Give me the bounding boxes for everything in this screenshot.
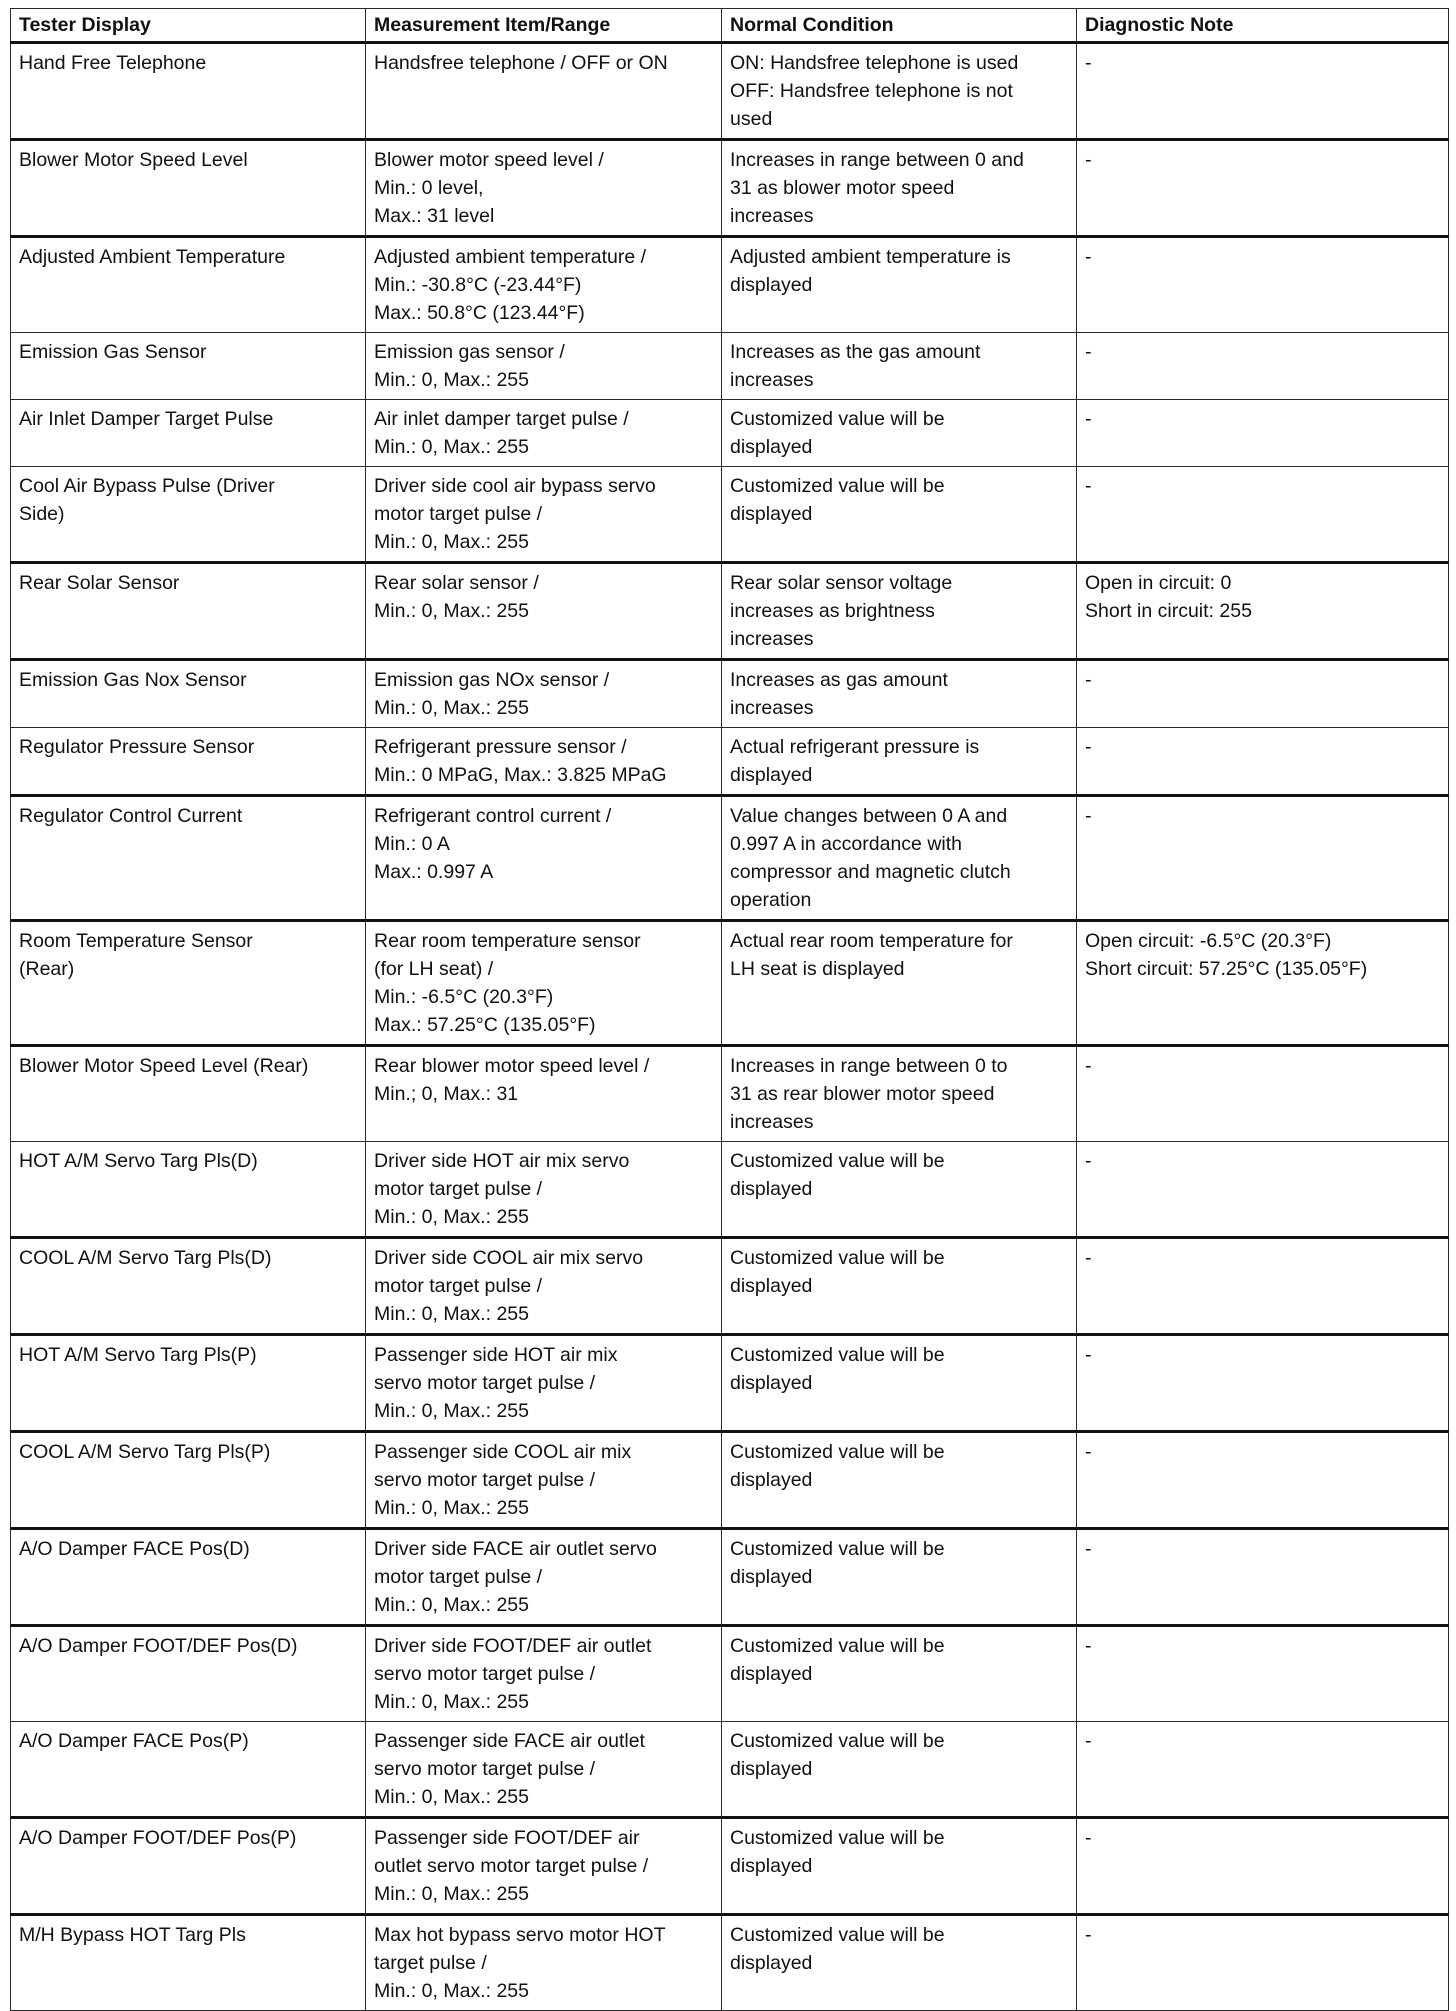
cell-text-line: Emission Gas Nox Sensor bbox=[19, 669, 247, 691]
tester-display-cell bbox=[11, 1722, 366, 1818]
table-header-row bbox=[11, 9, 1449, 43]
cell-text-line: Max.: 50.8°C (123.44°F) bbox=[374, 302, 585, 324]
table-body bbox=[11, 43, 1449, 2011]
cell-text-line: Customized value will be bbox=[730, 1344, 945, 1366]
normal-condition-cell bbox=[722, 796, 1077, 921]
cell-text-line: Handsfree telephone / OFF or ON bbox=[374, 52, 668, 74]
cell-text-line: (for LH seat) / bbox=[374, 958, 494, 980]
cell-text-line: Customized value will be bbox=[730, 1730, 945, 1752]
cell-text-line: servo motor target pulse / bbox=[374, 1663, 596, 1685]
cell-text-line: increases bbox=[730, 205, 814, 227]
cell-text-line: Cool Air Bypass Pulse (Driver bbox=[19, 475, 275, 497]
diagnostic-note-cell bbox=[1077, 1722, 1449, 1818]
cell-text-line: Rear blower motor speed level / bbox=[374, 1055, 650, 1077]
measurement-range-cell bbox=[366, 1818, 722, 1915]
diagnostic-note-cell bbox=[1077, 921, 1449, 1046]
tester-display-cell bbox=[11, 1915, 366, 2011]
cell-text-line: Hand Free Telephone bbox=[19, 52, 207, 74]
tester-display-cell bbox=[11, 921, 366, 1046]
measurement-range-cell bbox=[366, 1626, 722, 1722]
normal-condition-cell bbox=[722, 140, 1077, 237]
tester-display-cell bbox=[11, 1335, 366, 1432]
cell-text-line: Min.: 0, Max.: 255 bbox=[374, 531, 529, 553]
cell-text-line: Min.: 0, Max.: 255 bbox=[374, 1594, 529, 1616]
cell-text-line: Min.: 0, Max.: 255 bbox=[374, 697, 529, 719]
cell-text-line: Open in circuit: 0 bbox=[1085, 572, 1232, 594]
measurement-range-cell bbox=[366, 1335, 722, 1432]
cell-text-line: Customized value will be bbox=[730, 1441, 945, 1463]
tester-display-cell bbox=[11, 796, 366, 921]
normal-condition-cell bbox=[722, 1238, 1077, 1335]
cell-text-line: Min.: 0, Max.: 255 bbox=[374, 1497, 529, 1519]
cell-text-line: LH seat is displayed bbox=[730, 958, 905, 980]
tester-display-cell bbox=[11, 140, 366, 237]
cell-text-line: - bbox=[1085, 1344, 1092, 1366]
diagnostic-note-cell bbox=[1077, 333, 1449, 400]
cell-text-line: Increases in range between 0 and bbox=[730, 149, 1024, 171]
cell-text-line: Adjusted ambient temperature / bbox=[374, 246, 647, 268]
measurement-range-cell bbox=[366, 1142, 722, 1238]
cell-text-line: Refrigerant control current / bbox=[374, 805, 612, 827]
cell-text-line: Actual refrigerant pressure is bbox=[730, 736, 980, 758]
cell-text-line: Emission gas sensor / bbox=[374, 341, 565, 363]
normal-condition-cell bbox=[722, 728, 1077, 796]
column-header-normal-condition: Normal Condition bbox=[722, 9, 1077, 43]
cell-text-line: Emission Gas Sensor bbox=[19, 341, 207, 363]
normal-condition-cell bbox=[722, 660, 1077, 728]
cell-text-line: motor target pulse / bbox=[374, 1566, 542, 1588]
cell-text-line: increases bbox=[730, 1111, 814, 1133]
cell-text-line: Actual rear room temperature for bbox=[730, 930, 1013, 952]
cell-text-line: Blower Motor Speed Level (Rear) bbox=[19, 1055, 309, 1077]
cell-text-line: displayed bbox=[730, 1663, 813, 1685]
measurement-range-cell bbox=[366, 796, 722, 921]
column-header-diagnostic-note: Diagnostic Note bbox=[1077, 9, 1449, 43]
cell-text-line: Min.; 0, Max.: 31 bbox=[374, 1083, 519, 1105]
cell-text-line: Driver side cool air bypass servo bbox=[374, 475, 656, 497]
cell-text-line: COOL A/M Servo Targ Pls(D) bbox=[19, 1247, 272, 1269]
cell-text-line: HOT A/M Servo Targ Pls(D) bbox=[19, 1150, 258, 1172]
table-row bbox=[11, 1915, 1449, 2011]
normal-condition-cell bbox=[722, 921, 1077, 1046]
cell-text-line: Customized value will be bbox=[730, 408, 945, 430]
cell-text-line: Short in circuit: 255 bbox=[1085, 600, 1252, 622]
cell-text-line: increases bbox=[730, 369, 814, 391]
cell-text-line: - bbox=[1085, 1441, 1092, 1463]
cell-text-line: Blower Motor Speed Level bbox=[19, 149, 248, 171]
cell-text-line: Increases as the gas amount bbox=[730, 341, 981, 363]
cell-text-line: - bbox=[1085, 149, 1092, 171]
cell-text-line: Increases in range between 0 to bbox=[730, 1055, 1008, 1077]
cell-text-line: displayed bbox=[730, 1178, 813, 1200]
cell-text-line: - bbox=[1085, 1730, 1092, 1752]
cell-text-line: Customized value will be bbox=[730, 1538, 945, 1560]
table-row bbox=[11, 1335, 1449, 1432]
table-row bbox=[11, 660, 1449, 728]
measurement-range-cell bbox=[366, 660, 722, 728]
cell-text-line: - bbox=[1085, 1635, 1092, 1657]
cell-text-line: Blower motor speed level / bbox=[374, 149, 604, 171]
diagnostic-note-cell bbox=[1077, 140, 1449, 237]
cell-text-line: Driver side HOT air mix servo bbox=[374, 1150, 630, 1172]
table-row bbox=[11, 140, 1449, 237]
cell-text-line: - bbox=[1085, 1827, 1092, 1849]
cell-text-line: servo motor target pulse / bbox=[374, 1372, 596, 1394]
tester-display-cell bbox=[11, 1238, 366, 1335]
cell-text-line: Air Inlet Damper Target Pulse bbox=[19, 408, 274, 430]
cell-text-line: displayed bbox=[730, 764, 813, 786]
measurement-range-cell bbox=[366, 1915, 722, 2011]
measurement-range-cell bbox=[366, 1529, 722, 1626]
cell-text-line: displayed bbox=[730, 1566, 813, 1588]
tester-display-cell bbox=[11, 1142, 366, 1238]
cell-text-line: Max hot bypass servo motor HOT bbox=[374, 1924, 666, 1946]
cell-text-line: Customized value will be bbox=[730, 1150, 945, 1172]
diagnostic-note-cell bbox=[1077, 400, 1449, 467]
cell-text-line: Side) bbox=[19, 503, 65, 525]
cell-text-line: Rear Solar Sensor bbox=[19, 572, 180, 594]
cell-text-line: M/H Bypass HOT Targ Pls bbox=[19, 1924, 246, 1946]
cell-text-line: Emission gas NOx sensor / bbox=[374, 669, 610, 691]
cell-text-line: A/O Damper FOOT/DEF Pos(P) bbox=[19, 1827, 297, 1849]
cell-text-line: increases bbox=[730, 628, 814, 650]
diagnostic-note-cell bbox=[1077, 1529, 1449, 1626]
measurement-range-cell bbox=[366, 333, 722, 400]
data-list-table bbox=[10, 8, 1449, 2011]
cell-text-line: Min.: 0, Max.: 255 bbox=[374, 1206, 529, 1228]
cell-text-line: ON: Handsfree telephone is used bbox=[730, 52, 1019, 74]
cell-text-line: servo motor target pulse / bbox=[374, 1469, 596, 1491]
normal-condition-cell bbox=[722, 1529, 1077, 1626]
measurement-range-cell bbox=[366, 43, 722, 140]
measurement-range-cell bbox=[366, 563, 722, 660]
normal-condition-cell bbox=[722, 1818, 1077, 1915]
cell-text-line: Min.: 0, Max.: 255 bbox=[374, 369, 529, 391]
normal-condition-cell bbox=[722, 400, 1077, 467]
cell-text-line: - bbox=[1085, 408, 1092, 430]
table-row bbox=[11, 467, 1449, 563]
table-row bbox=[11, 1432, 1449, 1529]
cell-text-line: Regulator Pressure Sensor bbox=[19, 736, 255, 758]
tester-display-cell bbox=[11, 467, 366, 563]
cell-text-line: Passenger side COOL air mix bbox=[374, 1441, 632, 1463]
cell-text-line: Driver side FACE air outlet servo bbox=[374, 1538, 657, 1560]
measurement-range-cell bbox=[366, 728, 722, 796]
diagnostic-note-cell bbox=[1077, 43, 1449, 140]
cell-text-line: Room Temperature Sensor bbox=[19, 930, 253, 952]
tester-display-cell bbox=[11, 660, 366, 728]
cell-text-line: - bbox=[1085, 52, 1092, 74]
cell-text-line: Passenger side HOT air mix bbox=[374, 1344, 618, 1366]
normal-condition-cell bbox=[722, 1432, 1077, 1529]
table-row bbox=[11, 921, 1449, 1046]
cell-text-line: - bbox=[1085, 1247, 1092, 1269]
cell-text-line: target pulse / bbox=[374, 1952, 487, 1974]
cell-text-line: Max.: 57.25°C (135.05°F) bbox=[374, 1014, 596, 1036]
cell-text-line: Min.: -6.5°C (20.3°F) bbox=[374, 986, 554, 1008]
measurement-range-cell bbox=[366, 140, 722, 237]
measurement-range-cell bbox=[366, 400, 722, 467]
table-row bbox=[11, 1626, 1449, 1722]
normal-condition-cell bbox=[722, 1046, 1077, 1142]
diagnostic-note-cell bbox=[1077, 563, 1449, 660]
diagnostic-note-cell bbox=[1077, 1818, 1449, 1915]
cell-text-line: - bbox=[1085, 341, 1092, 363]
cell-text-line: displayed bbox=[730, 436, 813, 458]
normal-condition-cell bbox=[722, 563, 1077, 660]
cell-text-line: displayed bbox=[730, 1855, 813, 1877]
cell-text-line: displayed bbox=[730, 1469, 813, 1491]
diagnostic-note-cell bbox=[1077, 660, 1449, 728]
cell-text-line: Short circuit: 57.25°C (135.05°F) bbox=[1085, 958, 1368, 980]
cell-text-line: Min.: 0, Max.: 255 bbox=[374, 600, 529, 622]
cell-text-line: - bbox=[1085, 246, 1092, 268]
cell-text-line: Driver side FOOT/DEF air outlet bbox=[374, 1635, 652, 1657]
cell-text-line: servo motor target pulse / bbox=[374, 1758, 596, 1780]
cell-text-line: Min.: 0, Max.: 255 bbox=[374, 1980, 529, 2002]
table-row bbox=[11, 1238, 1449, 1335]
diagnostic-note-cell bbox=[1077, 1046, 1449, 1142]
normal-condition-cell bbox=[722, 43, 1077, 140]
diagnostic-note-cell bbox=[1077, 467, 1449, 563]
cell-text-line: COOL A/M Servo Targ Pls(P) bbox=[19, 1441, 271, 1463]
cell-text-line: motor target pulse / bbox=[374, 1275, 542, 1297]
cell-text-line: displayed bbox=[730, 503, 813, 525]
table-row bbox=[11, 796, 1449, 921]
cell-text-line: motor target pulse / bbox=[374, 1178, 542, 1200]
normal-condition-cell bbox=[722, 1626, 1077, 1722]
cell-text-line: Regulator Control Current bbox=[19, 805, 243, 827]
cell-text-line: Min.: 0 MPaG, Max.: 3.825 MPaG bbox=[374, 764, 667, 786]
table-row bbox=[11, 1142, 1449, 1238]
table-row bbox=[11, 1529, 1449, 1626]
cell-text-line: Customized value will be bbox=[730, 1827, 945, 1849]
cell-text-line: displayed bbox=[730, 1275, 813, 1297]
table-row bbox=[11, 43, 1449, 140]
cell-text-line: 31 as rear blower motor speed bbox=[730, 1083, 995, 1105]
cell-text-line: Customized value will be bbox=[730, 475, 945, 497]
table-row bbox=[11, 1722, 1449, 1818]
cell-text-line: Passenger side FACE air outlet bbox=[374, 1730, 645, 1752]
diagnostic-note-cell bbox=[1077, 237, 1449, 333]
normal-condition-cell bbox=[722, 467, 1077, 563]
measurement-range-cell bbox=[366, 1432, 722, 1529]
diagnostic-note-cell bbox=[1077, 1335, 1449, 1432]
cell-text-line: increases as brightness bbox=[730, 600, 935, 622]
measurement-range-cell bbox=[366, 1722, 722, 1818]
cell-text-line: Min.: 0, Max.: 255 bbox=[374, 1303, 529, 1325]
table-row bbox=[11, 1818, 1449, 1915]
tester-display-cell bbox=[11, 1818, 366, 1915]
cell-text-line: Customized value will be bbox=[730, 1924, 945, 1946]
cell-text-line: Max.: 31 level bbox=[374, 205, 495, 227]
cell-text-line: Rear room temperature sensor bbox=[374, 930, 641, 952]
data-list-table-sheet bbox=[10, 8, 1448, 2011]
cell-text-line: Min.: 0, Max.: 255 bbox=[374, 1786, 529, 1808]
cell-text-line: - bbox=[1085, 1538, 1092, 1560]
cell-text-line: displayed bbox=[730, 1952, 813, 1974]
diagnostic-note-cell bbox=[1077, 1142, 1449, 1238]
column-header-tester-display: Tester Display bbox=[11, 9, 366, 43]
normal-condition-cell bbox=[722, 333, 1077, 400]
cell-text-line: (Rear) bbox=[19, 958, 75, 980]
cell-text-line: operation bbox=[730, 889, 812, 911]
normal-condition-cell bbox=[722, 1722, 1077, 1818]
cell-text-line: Min.: -30.8°C (-23.44°F) bbox=[374, 274, 582, 296]
cell-text-line: Rear solar sensor voltage bbox=[730, 572, 953, 594]
cell-text-line: compressor and magnetic clutch bbox=[730, 861, 1011, 883]
normal-condition-cell bbox=[722, 1915, 1077, 2011]
table-row bbox=[11, 563, 1449, 660]
cell-text-line: Value changes between 0 A and bbox=[730, 805, 1008, 827]
cell-text-line: Adjusted ambient temperature is bbox=[730, 246, 1011, 268]
diagnostic-note-cell bbox=[1077, 1915, 1449, 2011]
cell-text-line: OFF: Handsfree telephone is not bbox=[730, 80, 1013, 102]
tester-display-cell bbox=[11, 43, 366, 140]
cell-text-line: - bbox=[1085, 1924, 1092, 1946]
cell-text-line: A/O Damper FACE Pos(P) bbox=[19, 1730, 249, 1752]
cell-text-line: increases bbox=[730, 697, 814, 719]
cell-text-line: displayed bbox=[730, 274, 813, 296]
tester-display-cell bbox=[11, 1529, 366, 1626]
cell-text-line: Customized value will be bbox=[730, 1247, 945, 1269]
normal-condition-cell bbox=[722, 1335, 1077, 1432]
column-header-measurement-range: Measurement Item/Range bbox=[366, 9, 722, 43]
diagnostic-note-cell bbox=[1077, 1626, 1449, 1722]
cell-text-line: displayed bbox=[730, 1372, 813, 1394]
table-row bbox=[11, 237, 1449, 333]
normal-condition-cell bbox=[722, 1142, 1077, 1238]
measurement-range-cell bbox=[366, 1238, 722, 1335]
cell-text-line: displayed bbox=[730, 1758, 813, 1780]
cell-text-line: Min.: 0, Max.: 255 bbox=[374, 1691, 529, 1713]
cell-text-line: - bbox=[1085, 1150, 1092, 1172]
measurement-range-cell bbox=[366, 467, 722, 563]
tester-display-cell bbox=[11, 728, 366, 796]
cell-text-line: Air inlet damper target pulse / bbox=[374, 408, 629, 430]
cell-text-line: - bbox=[1085, 1055, 1092, 1077]
cell-text-line: 0.997 A in accordance with bbox=[730, 833, 962, 855]
cell-text-line: - bbox=[1085, 736, 1092, 758]
diagnostic-note-cell bbox=[1077, 1432, 1449, 1529]
cell-text-line: Min.: 0, Max.: 255 bbox=[374, 436, 529, 458]
diagnostic-note-cell bbox=[1077, 796, 1449, 921]
cell-text-line: Min.: 0, Max.: 255 bbox=[374, 1883, 529, 1905]
diagnostic-note-cell bbox=[1077, 728, 1449, 796]
table-row bbox=[11, 333, 1449, 400]
cell-text-line: Adjusted Ambient Temperature bbox=[19, 246, 286, 268]
tester-display-cell bbox=[11, 1432, 366, 1529]
tester-display-cell bbox=[11, 1626, 366, 1722]
tester-display-cell bbox=[11, 237, 366, 333]
measurement-range-cell bbox=[366, 237, 722, 333]
table-row bbox=[11, 728, 1449, 796]
cell-text-line: outlet servo motor target pulse / bbox=[374, 1855, 649, 1877]
cell-text-line: used bbox=[730, 108, 773, 130]
cell-text-line: Passenger side FOOT/DEF air bbox=[374, 1827, 640, 1849]
cell-text-line: A/O Damper FACE Pos(D) bbox=[19, 1538, 250, 1560]
cell-text-line: Open circuit: -6.5°C (20.3°F) bbox=[1085, 930, 1332, 952]
diagnostic-note-cell bbox=[1077, 1238, 1449, 1335]
cell-text-line: 31 as blower motor speed bbox=[730, 177, 955, 199]
cell-text-line: A/O Damper FOOT/DEF Pos(D) bbox=[19, 1635, 298, 1657]
tester-display-cell bbox=[11, 400, 366, 467]
measurement-range-cell bbox=[366, 921, 722, 1046]
tester-display-cell bbox=[11, 333, 366, 400]
cell-text-line: - bbox=[1085, 669, 1092, 691]
measurement-range-cell bbox=[366, 1046, 722, 1142]
cell-text-line: Driver side COOL air mix servo bbox=[374, 1247, 644, 1269]
cell-text-line: - bbox=[1085, 475, 1092, 497]
cell-text-line: - bbox=[1085, 805, 1092, 827]
cell-text-line: Refrigerant pressure sensor / bbox=[374, 736, 627, 758]
table-row bbox=[11, 400, 1449, 467]
cell-text-line: Increases as gas amount bbox=[730, 669, 948, 691]
cell-text-line: Customized value will be bbox=[730, 1635, 945, 1657]
tester-display-cell bbox=[11, 563, 366, 660]
cell-text-line: Rear solar sensor / bbox=[374, 572, 539, 594]
cell-text-line: Max.: 0.997 A bbox=[374, 861, 494, 883]
cell-text-line: HOT A/M Servo Targ Pls(P) bbox=[19, 1344, 257, 1366]
tester-display-cell bbox=[11, 1046, 366, 1142]
normal-condition-cell bbox=[722, 237, 1077, 333]
table-row bbox=[11, 1046, 1449, 1142]
cell-text-line: Min.: 0, Max.: 255 bbox=[374, 1400, 529, 1422]
cell-text-line: Min.: 0 level, bbox=[374, 177, 484, 199]
cell-text-line: Min.: 0 A bbox=[374, 833, 450, 855]
cell-text-line: motor target pulse / bbox=[374, 503, 542, 525]
